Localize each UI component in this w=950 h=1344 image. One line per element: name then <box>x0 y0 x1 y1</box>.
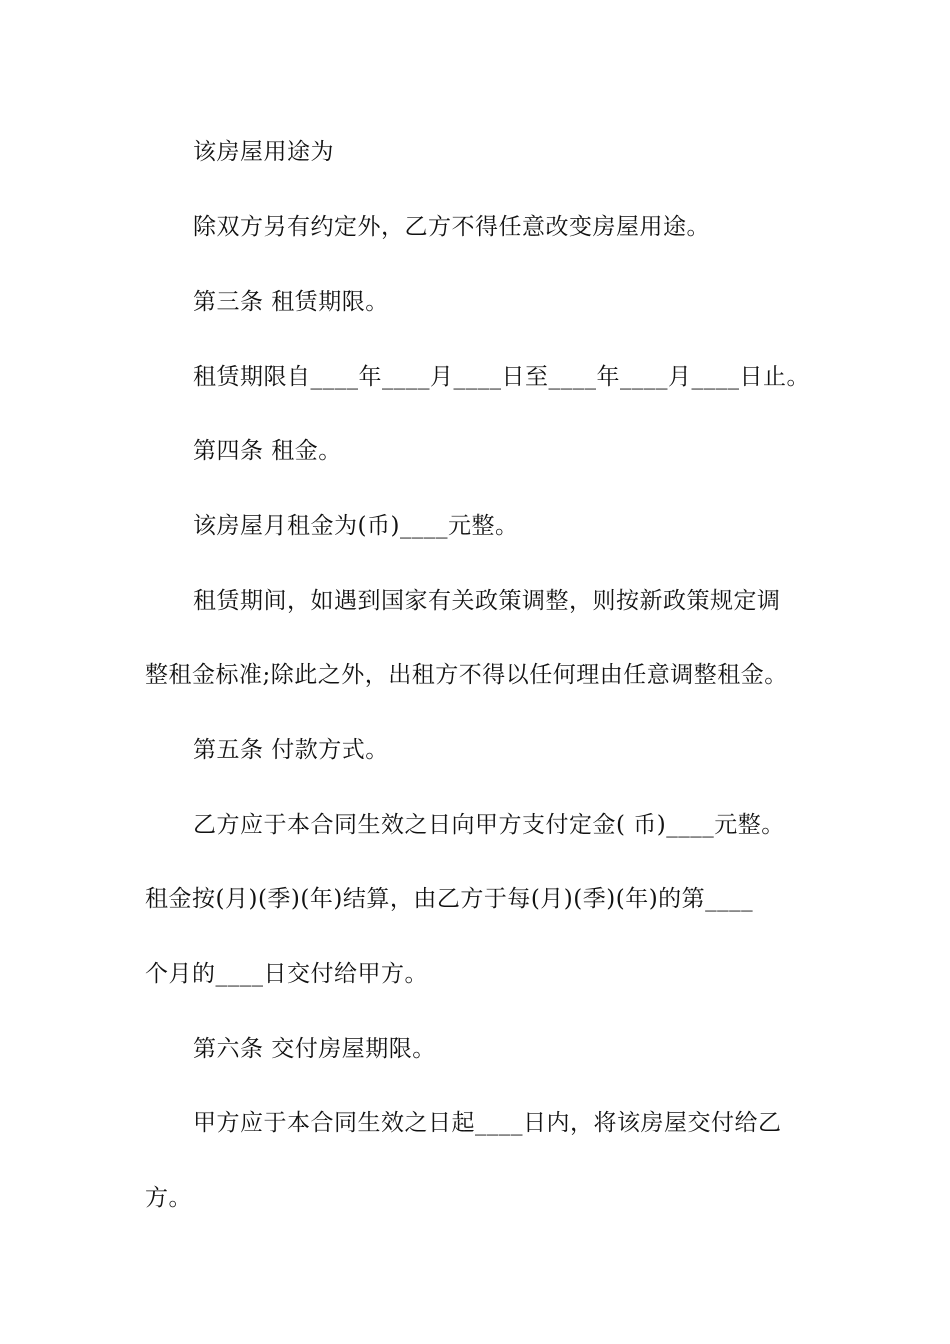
paragraph-line: 租金按(月)(季)(年)结算，由乙方于每(月)(季)(年)的第____ <box>145 886 754 912</box>
paragraph-line: 方。 <box>145 1185 192 1211</box>
section-heading: 第四条 租金。 <box>193 438 342 464</box>
paragraph-line: 个月的____日交付给甲方。 <box>145 961 428 987</box>
section-heading: 第五条 付款方式。 <box>193 737 389 763</box>
paragraph-line: 租赁期限自____年____月____日至____年____月____日止。 <box>193 364 810 390</box>
paragraph-line: 除双方另有约定外，乙方不得任意改变房屋用途。 <box>193 214 710 240</box>
paragraph-line: 该房屋用途为 <box>193 139 334 165</box>
paragraph-line: 甲方应于本合同生效之日起____日内，将该房屋交付给乙 <box>193 1110 782 1136</box>
section-heading: 第三条 租赁期限。 <box>193 289 389 315</box>
paragraph-line: 乙方应于本合同生效之日向甲方支付定金( 币)____元整。 <box>193 812 785 838</box>
paragraph-line: 整租金标准;除此之外，出租方不得以任何理由任意调整租金。 <box>145 662 788 688</box>
section-heading: 第六条 交付房屋期限。 <box>193 1036 436 1062</box>
paragraph-line: 该房屋月租金为(币)____元整。 <box>193 513 519 539</box>
paragraph-line: 租赁期间，如遇到国家有关政策调整，则按新政策规定调 <box>193 588 781 614</box>
